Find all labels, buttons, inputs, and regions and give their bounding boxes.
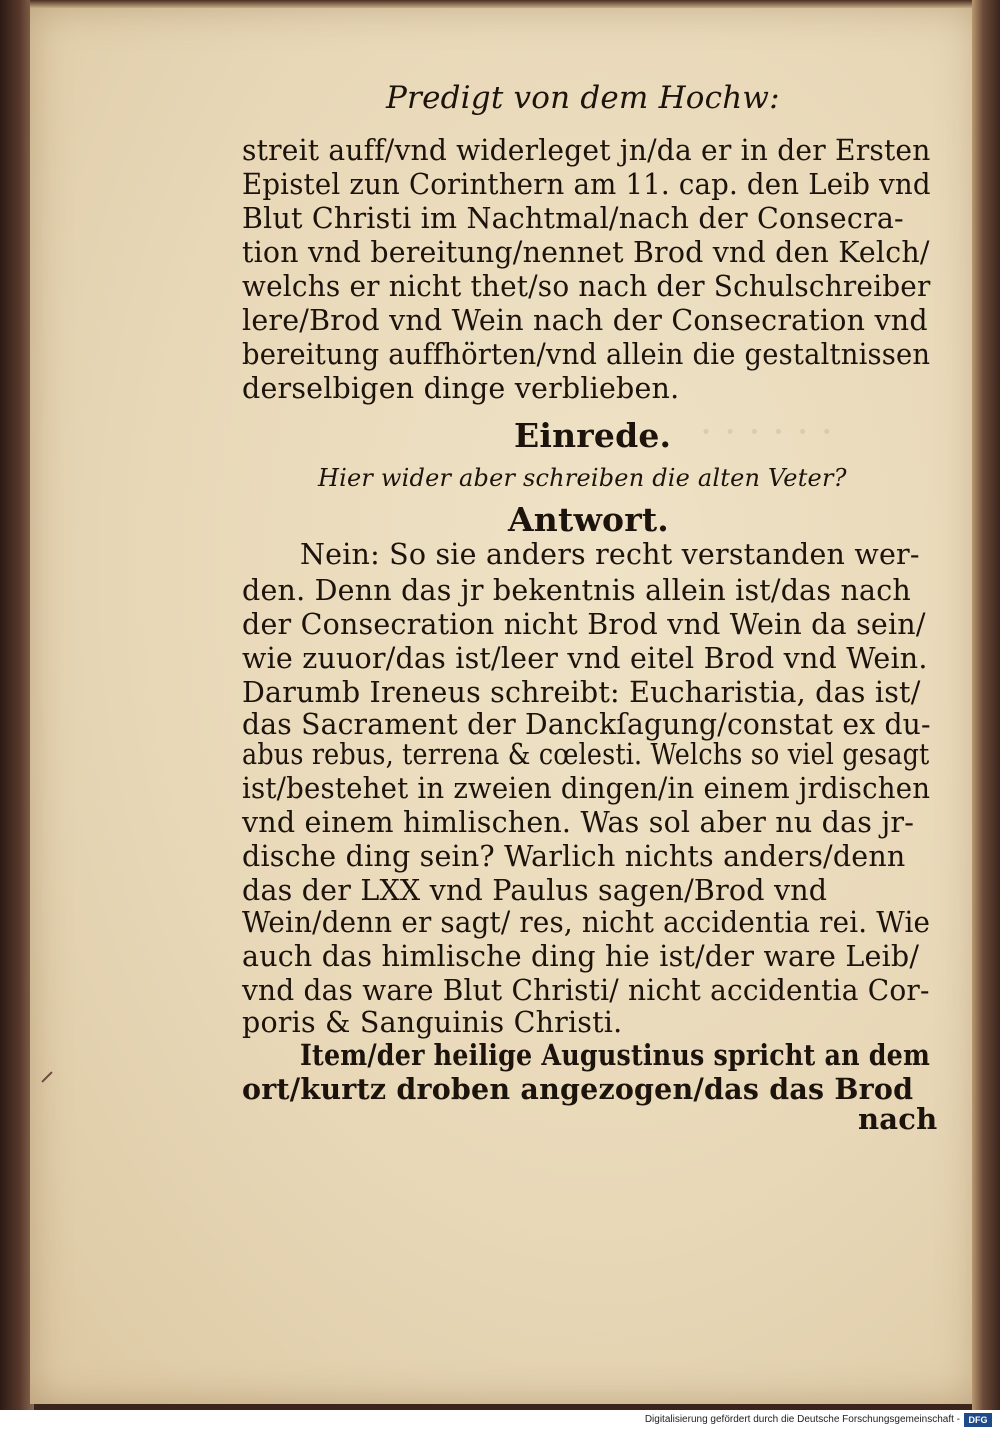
text-line: Wein/denn er sagt/ res, nicht accidentia rei. Wie (242, 906, 931, 939)
dfg-logo: DFG (964, 1413, 992, 1427)
text-line: Blut Christi im Nachtmal/nach der Consecra- (242, 202, 904, 235)
text-line: das Sacrament der Danckſagung/constat ex du- (242, 708, 931, 741)
text-line: ort/kurtz droben angezogen/das das Brod (242, 1072, 914, 1106)
text-line: tion vnd bereitung/nennet Brod vnd den Kelch/ (242, 236, 930, 269)
text-line: poris & Sanguinis Christi. (242, 1006, 623, 1039)
text-line: dische ding sein? Warlich nichts anders/denn (242, 840, 906, 873)
show-through-text: · · · · · · (700, 410, 833, 454)
footer-bar (0, 1410, 1000, 1432)
text-line: Nein: So sie anders recht verstanden wer- (300, 538, 920, 571)
text-line: vnd einem himlischen. Was sol aber nu das jr- (242, 806, 915, 839)
text-line: vnd das ware Blut Christi/ nicht accidentia Cor- (242, 974, 930, 1007)
section-heading-einrede: Einrede. (514, 416, 672, 455)
text-line: bereitung auffhörten/vnd allein die gestaltnissen (242, 338, 931, 371)
text-line: wie zuuor/das ist/leer vnd eitel Brod vnd Wein. (242, 642, 928, 675)
text-line: das der LXX vnd Paulus sagen/Brod vnd (242, 874, 828, 907)
text-line: lere/Brod vnd Wein nach der Consecration vnd (242, 304, 928, 337)
page-top-edge (30, 0, 978, 8)
text-line: abus rebus, terrena & cœlesti. Welchs so viel gesagt (242, 738, 930, 771)
gutter-shadow (0, 0, 34, 1410)
catchword: nach (858, 1102, 938, 1136)
footer-credit: Digitalisierung gefördert durch die Deutsche Forschungsgemeinschaft - (644, 1414, 960, 1425)
text-line: der Consecration nicht Brod vnd Wein da sein/ (242, 608, 926, 641)
text-line: Darumb Ireneus schreibt: Eucharistia, das ist/ (242, 676, 921, 709)
text-line: Item/der heilige Augustinus spricht an dem (300, 1038, 931, 1072)
text-line: ist/bestehet in zweien dingen/in einem jrdischen (242, 772, 931, 805)
text-line: den. Denn das jr bekentnis allein ist/das nach (242, 574, 911, 607)
running-header: Predigt von dem Hochw: (386, 80, 780, 116)
text-line: welchs er nicht thet/so nach der Schulschreiber (242, 270, 931, 303)
text-line: Epistel zun Corinthern am 11. cap. den Leib vnd (242, 168, 931, 201)
section-heading-antwort: Antwort. (508, 500, 669, 539)
text-line: auch das himlische ding hie ist/der ware Leib/ (242, 940, 920, 973)
section-subheading: Hier wider aber schreiben die alten Veter? (318, 464, 847, 492)
text-line: streit auff/vnd widerleget jn/da er in der Ersten (242, 134, 931, 167)
text-line: derselbigen dinge verblieben. (242, 372, 680, 405)
page-right-edge (972, 0, 1000, 1410)
